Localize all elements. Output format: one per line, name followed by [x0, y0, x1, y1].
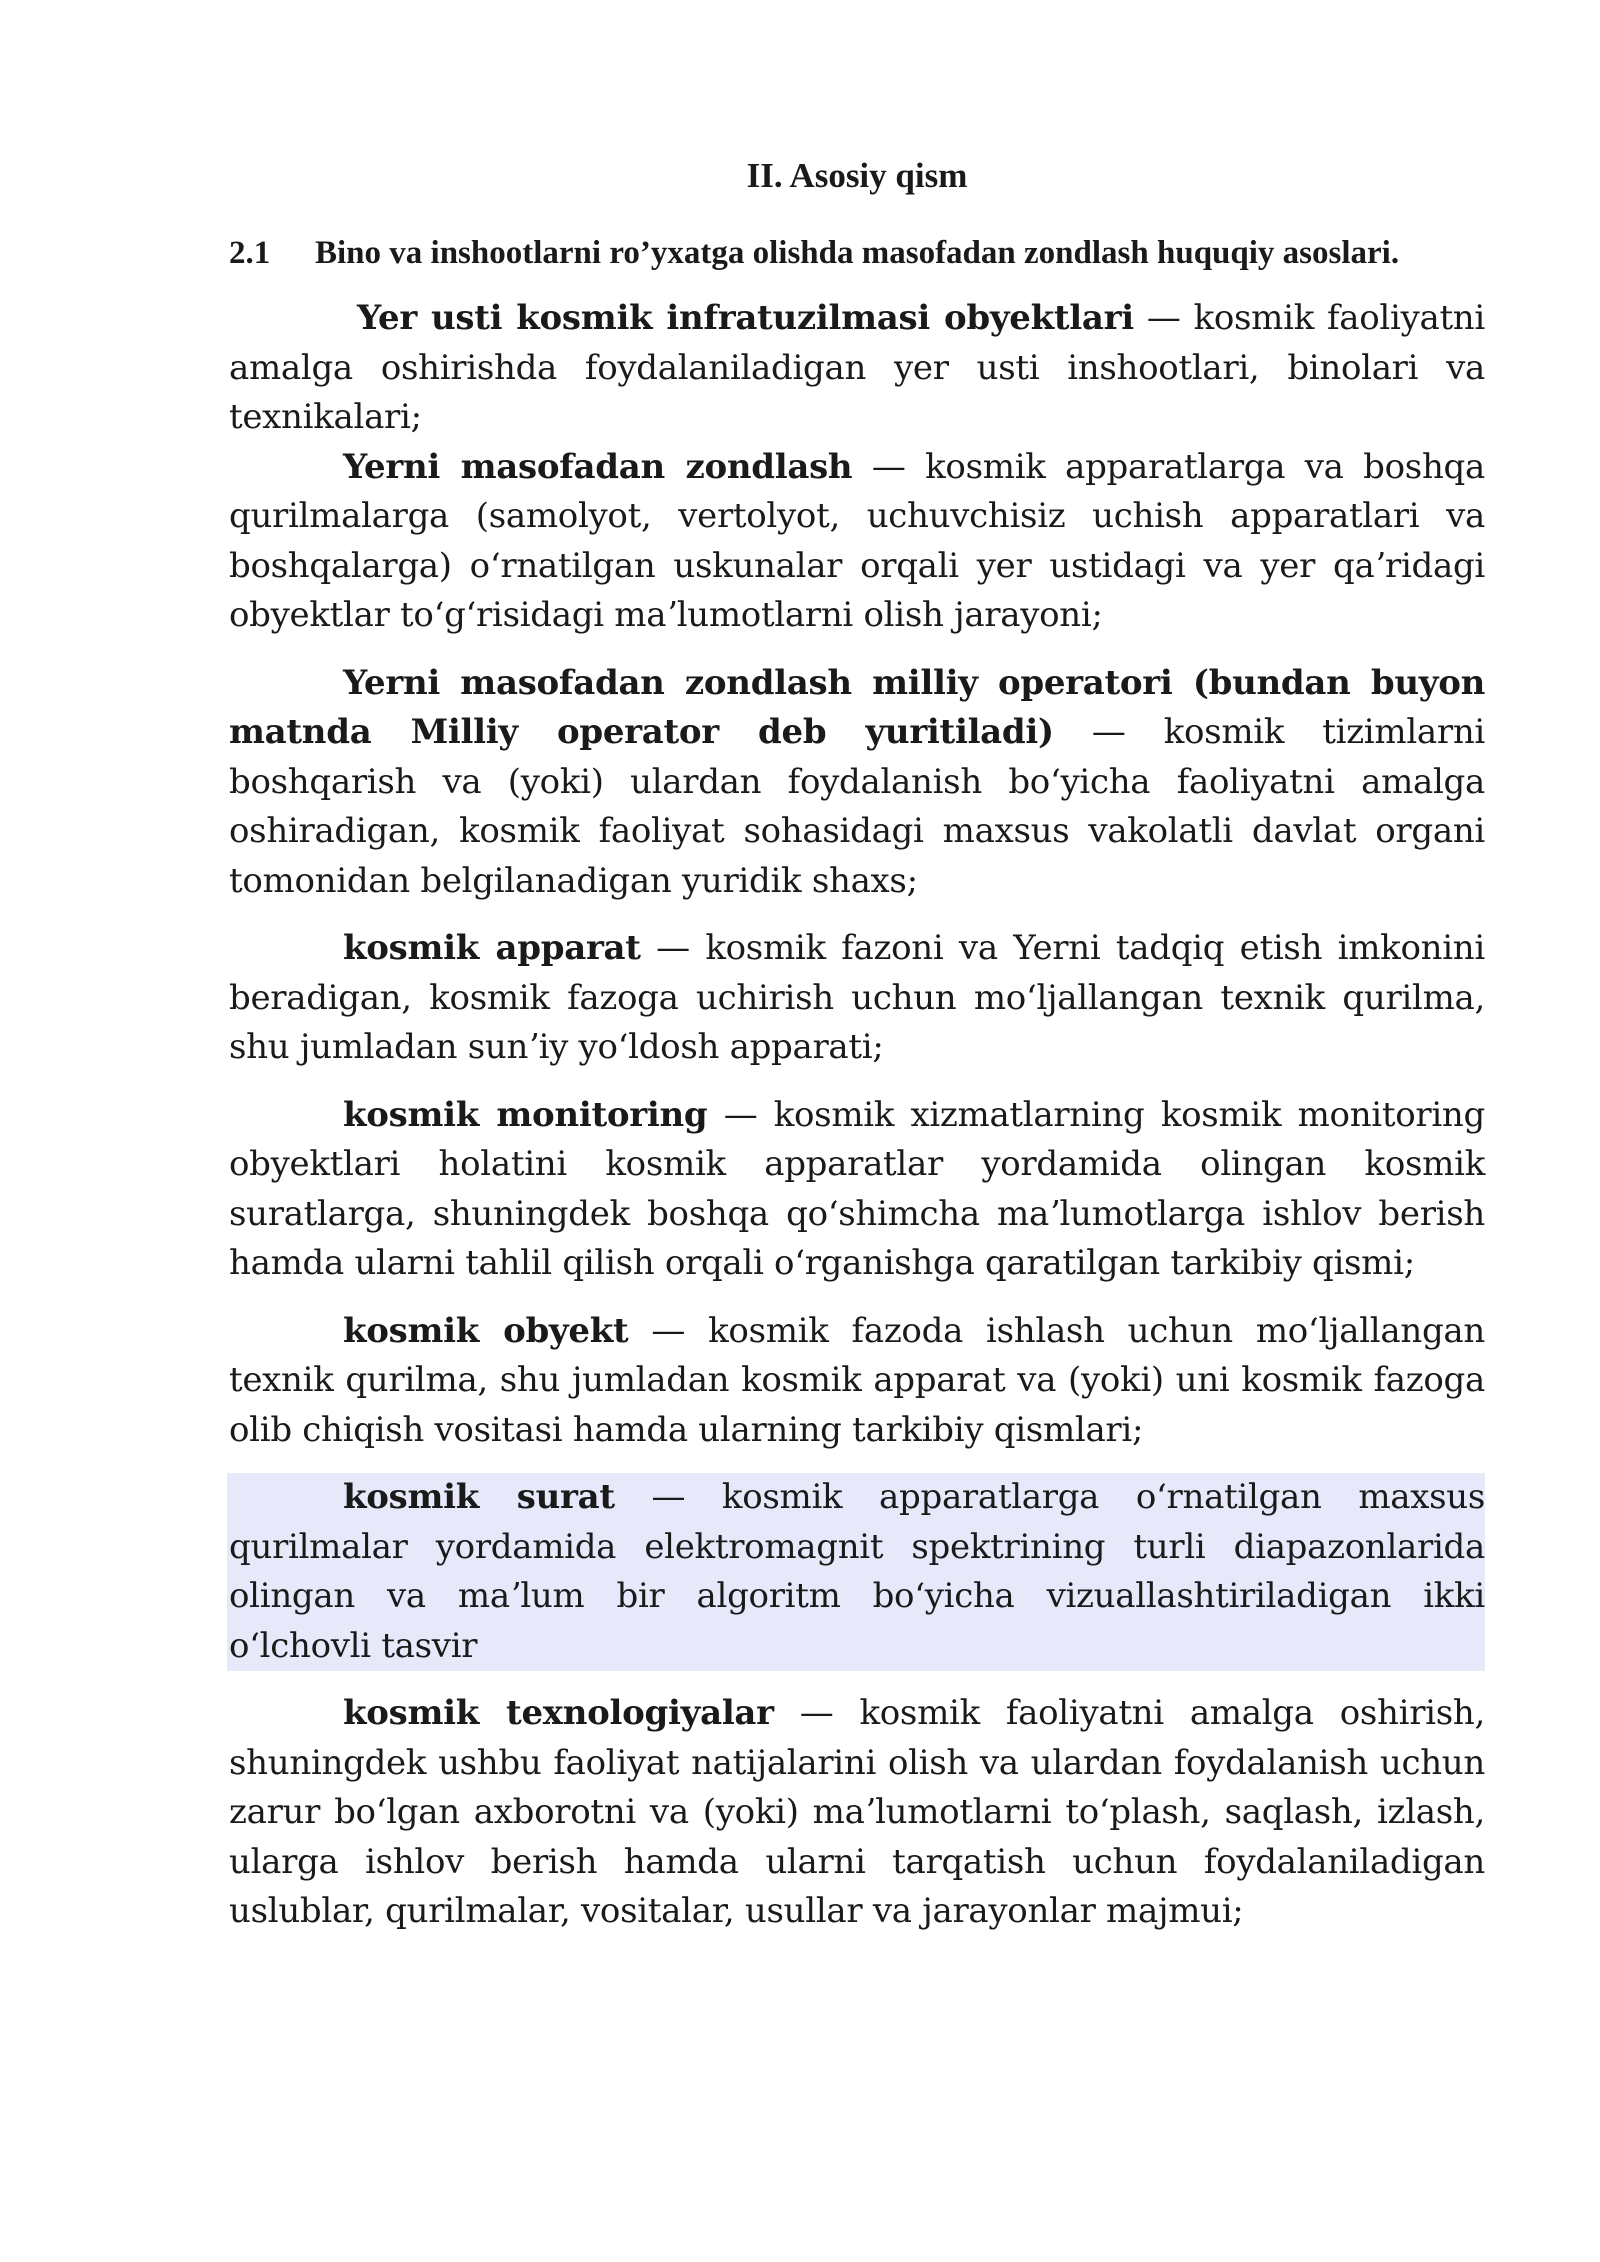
- definition-space-image: [227, 1473, 1485, 1671]
- definition-term: Yer usti kosmik infratuzilmasi obyektlari: [357, 298, 1134, 338]
- definition-text: — kosmik fazoda ishlash uchun moʻljallangan texnik qurilma, shu jumladan kosmik apparat va (yoki) uni kosmik fazoga olib chiqish vositasi hamda ularning tarkibiy qismlari;: [229, 1310, 1485, 1450]
- definition-term: kosmik monitoring: [343, 1094, 708, 1135]
- definition-text: — kosmik fazoni va Yerni tadqiq etish imkonini beradigan, kosmik fazoga uchirish uchun moʻljallangan texnik qurilma, shu jumladan sunʼiy yoʻldosh apparati;: [229, 928, 1485, 1067]
- definition-space-technologies: [229, 1689, 1485, 1937]
- definition-term: kosmik surat: [343, 1477, 615, 1517]
- definition-text: — kosmik faoliyatni amalga oshirishda foydalaniladigan yer usti inshootlari, binolari va texnikalari;: [229, 298, 1485, 437]
- definition-space-monitoring: [229, 1091, 1485, 1289]
- section-number: 2.1: [229, 235, 271, 271]
- definition-term: Yerni masofadan zondlash: [343, 446, 853, 487]
- definition-text: — kosmik tizimlarni boshqarish va (yoki) ulardan foydalanish boʻyicha faoliyatni amalga oshiradigan, kosmik faoliyat sohasidagi maxsus vakolatli davlat organi tomonidan belgilanadigan yuridik shaxs;: [229, 712, 1485, 901]
- section-heading: [229, 220, 1485, 286]
- definition-space-apparatus: [229, 924, 1485, 1073]
- definition-term: Yerni masofadan zondlash milliy operatori (bundan buyon matnda Milliy operator deb yuritiladi): [229, 662, 1485, 752]
- definition-term: kosmik apparat: [343, 928, 641, 968]
- definition-term: kosmik texnologiyalar: [343, 1693, 774, 1733]
- definition-term: kosmik obyekt: [343, 1310, 629, 1351]
- definition-text: — kosmik apparatlarga va boshqa qurilmalarga (samolyot, vertolyot, uchuvchisiz uchish apparatlari va boshqalarga) oʻrnatilgan uskunalar orqali yer ustidagi va yer qaʼridagi obyektlar toʻgʻrisidagi maʼlumotlarni olish jarayoni;: [229, 446, 1485, 635]
- definition-remote-sensing: [229, 443, 1485, 641]
- definition-text: — kosmik xizmatlarning kosmik monitoring obyektlari holatini kosmik apparatlar yordamida olingan kosmik suratlarga, shuningdek boshqa qoʻshimcha maʼlumotlarga ishlov berish hamda ularni tahlil qilish orqali oʻrganishga qaratilgan tarkibiy qismi;: [229, 1094, 1485, 1283]
- definition-text: — kosmik faoliyatni amalga oshirish, shuningdek ushbu faoliyat natijalarini olish va ulardan foydalanish uchun zarur boʻlgan axborotni va (yoki) maʼlumotlarni toʻplash, saqlash, izlash, ularga ishlov berish hamda ularni tarqatish uchun foydalaniladigan uslublar, qurilmalar, vositalar, usullar va jarayonlar majmui;: [229, 1693, 1485, 1931]
- chapter-heading: II. Asosiy qism: [746, 156, 968, 195]
- definition-ground-space-infrastructure: [229, 294, 1485, 443]
- document-content: [229, 150, 1485, 1955]
- definition-space-object: [229, 1307, 1485, 1456]
- definition-text: — kosmik apparatlarga oʻrnatilgan maxsus qurilmalar yordamida elektromagnit spektrining turli diapazonlarida olingan va maʼlum bir algoritm boʻyicha vizuallashtiriladigan ikki oʻlchovli tasvir: [229, 1477, 1485, 1666]
- definition-national-operator: [229, 659, 1485, 907]
- section-title: Bino va inshootlarni ro’yxatga olishda masofadan zondlash huquqiy asoslari.: [315, 235, 1400, 271]
